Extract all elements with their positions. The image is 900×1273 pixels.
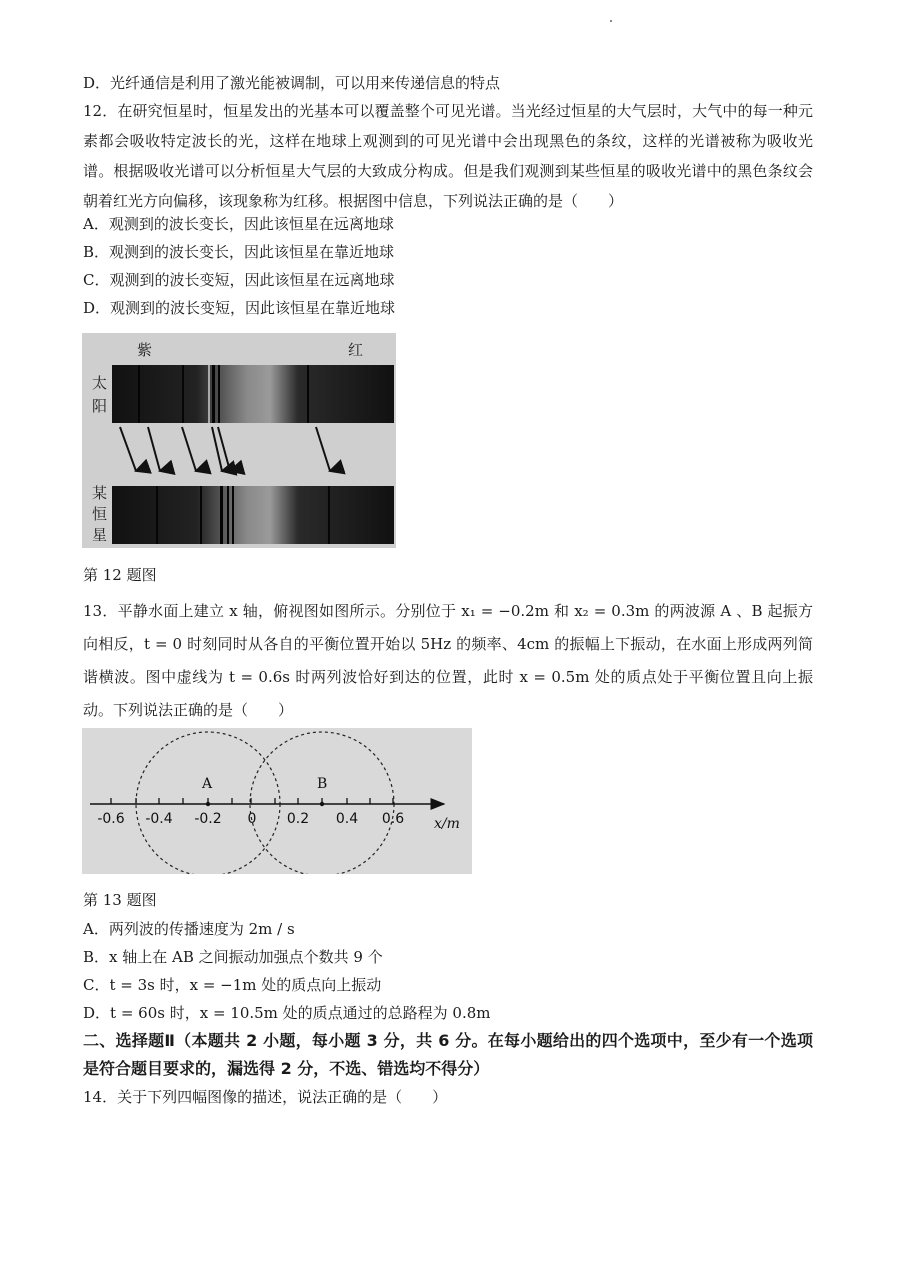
label-sun-2: 阳 bbox=[92, 397, 108, 415]
q14-stem: 14．关于下列四幅图像的描述，说法正确的是（ ） bbox=[83, 1088, 448, 1106]
q12-spectrum-figure bbox=[82, 333, 396, 548]
q13-option-b: B．x 轴上在 AB 之间振动加强点个数共 9 个 bbox=[83, 948, 383, 966]
label-red: 红 bbox=[348, 341, 364, 359]
label-a: A bbox=[202, 776, 213, 792]
q12-option-c: C．观测到的波长变短，因此该恒星在远离地球 bbox=[83, 271, 395, 289]
tick-label: -0.2 bbox=[194, 811, 222, 827]
tick-label: 0.2 bbox=[286, 811, 310, 827]
q13-stem: 13．平静水面上建立 x 轴，俯视图如图所示。分别位于 x₁ = −0.2m 和 x₂ = 0.3m 的两波源 A 、B 起振方向相反，t = 0 时刻同时从各自的平衡位置开始以 5Hz 的频率、4cm 的振幅上下振动，在水面上形成两列简谐横波。图中虚线为 t = 0.6s 时两列波恰好到达的位置，此时 x = 0.5m 处的质点处于平衡位置且向上振动。下列说法正确的是（ ） bbox=[83, 602, 813, 719]
section-2-heading: 二、选择题Ⅱ（本题共 2 小题，每小题 3 分，共 6 分。在每小题给出的四个选项中，至少有一个选项是符合题目要求的，漏选得 2 分，不选、错选均不得分） bbox=[83, 1031, 813, 1078]
page-speck bbox=[610, 20, 612, 22]
label-sun-1: 太 bbox=[92, 374, 108, 392]
label-star-3: 星 bbox=[92, 526, 108, 544]
tick-label: 0 bbox=[247, 811, 257, 827]
tick-label: -0.4 bbox=[145, 811, 173, 827]
label-star-2: 恒 bbox=[92, 505, 108, 523]
q13-wave-figure bbox=[82, 728, 472, 874]
source-b-dot bbox=[320, 802, 324, 806]
q12-option-b: B．观测到的波长变长，因此该恒星在靠近地球 bbox=[83, 243, 395, 261]
tick-label: 0.4 bbox=[335, 811, 359, 827]
q12-caption: 第 12 题图 bbox=[83, 566, 157, 584]
sun-spectrum bbox=[112, 365, 394, 423]
label-b: B bbox=[317, 776, 328, 792]
tick-label: 0.6 bbox=[381, 811, 405, 827]
q11-option-d: D．光纤通信是利用了激光能被调制，可以用来传递信息的特点 bbox=[83, 74, 501, 92]
label-star-1: 某 bbox=[92, 484, 108, 502]
tick-label: -0.6 bbox=[97, 811, 125, 827]
star-spectrum bbox=[112, 486, 394, 544]
axis-label: x/m bbox=[434, 816, 460, 832]
figure-background bbox=[82, 728, 472, 874]
q12-stem: 12．在研究恒星时，恒星发出的光基本可以覆盖整个可见光谱。当光经过恒星的大气层时，大气中的每一种元素都会吸收特定波长的光，这样在地球上观测到的可见光谱中会出现黑色的条纹，这样的光谱被称为吸收光谱。根据吸收光谱可以分析恒星大气层的大致成分构成。但是我们观测到某些恒星的吸收光谱中的黑色条纹会朝着红光方向偏移，该现象称为红移。根据图中信息，下列说法正确的是（ ） bbox=[83, 102, 813, 210]
q12-option-a: A．观测到的波长变长，因此该恒星在远离地球 bbox=[83, 215, 394, 233]
q13-option-c: C．t = 3s 时，x = −1m 处的质点向上振动 bbox=[83, 976, 382, 994]
q13-caption: 第 13 题图 bbox=[83, 891, 157, 909]
source-a-dot bbox=[206, 802, 210, 806]
q13-option-a: A．两列波的传播速度为 2m / s bbox=[83, 920, 295, 938]
label-violet: 紫 bbox=[137, 341, 153, 359]
q13-option-d: D．t = 60s 时，x = 10.5m 处的质点通过的总路程为 0.8m bbox=[83, 1004, 491, 1022]
q12-option-d: D．观测到的波长变短，因此该恒星在靠近地球 bbox=[83, 299, 396, 317]
